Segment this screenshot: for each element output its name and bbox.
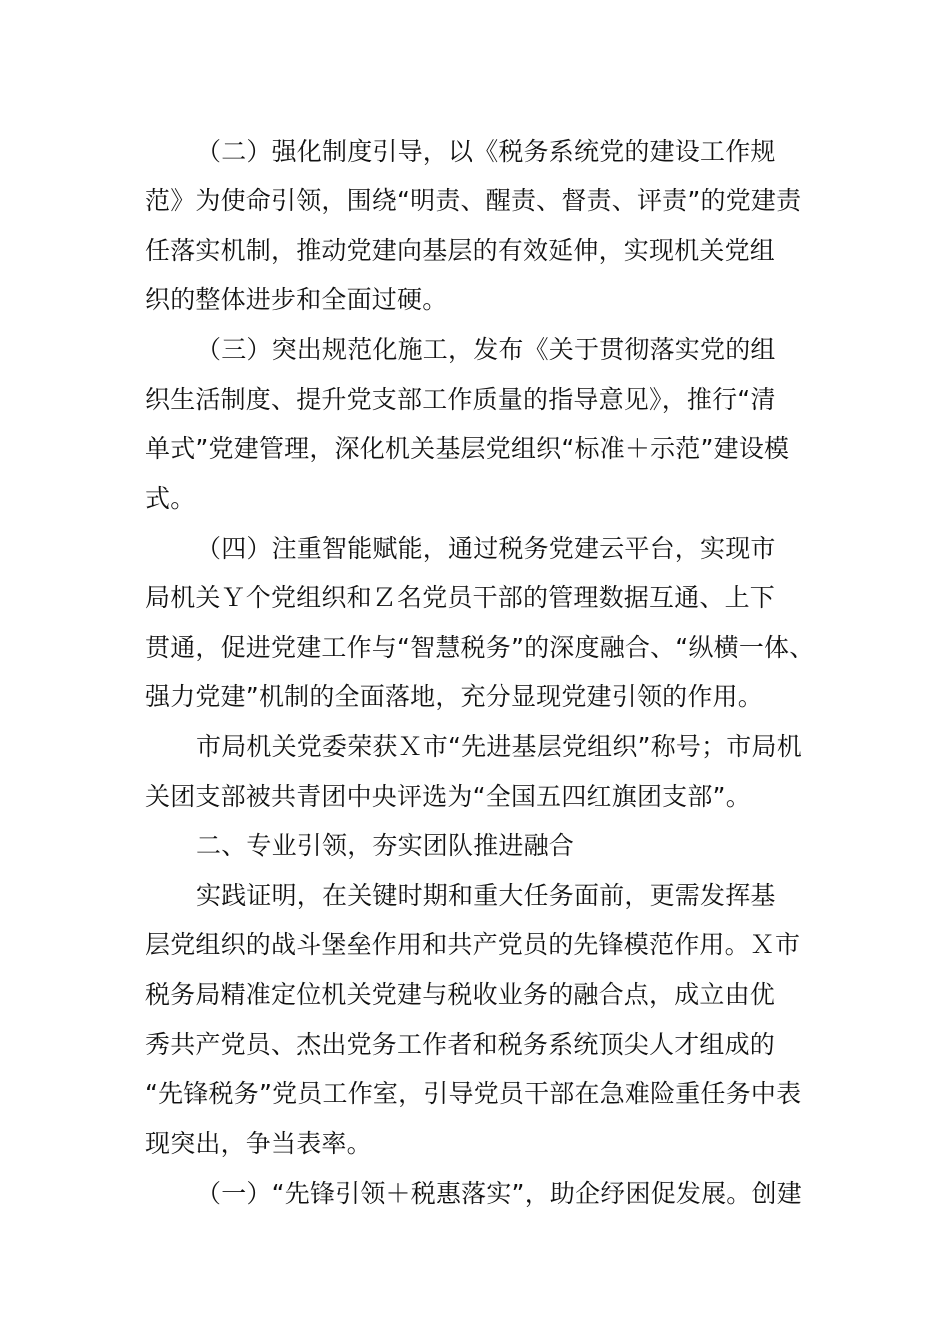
paragraph-line: （一）“先锋引领＋税惠落实”，助企纾困促发展。创建 xyxy=(196,1179,802,1208)
paragraph-line: 现突出，争当表率。 xyxy=(145,1129,372,1158)
paragraph-line: 任落实机制，推动党建向基层的有效延伸，实现机关党组 xyxy=(145,236,776,265)
section-heading: 二、专业引领，夯实团队推进融合 xyxy=(196,831,575,860)
paragraph-line: （三）突出规范化施工，发布《关于贯彻落实党的组 xyxy=(196,335,776,364)
paragraph-line: 关团支部被共青团中央评选为“全国五四红旗团支部”。 xyxy=(145,782,751,811)
paragraph-line: 单式”党建管理，深化机关基层党组织“标准＋示范”建设模 xyxy=(145,434,790,463)
paragraph-line: 织的整体进步和全面过硬。 xyxy=(145,285,448,314)
paragraph-line: 局机关Ｙ个党组织和Ｚ名党员干部的管理数据互通、上下 xyxy=(145,583,776,612)
paragraph-line: 织生活制度、提升党支部工作质量的指导意见》，推行“清 xyxy=(145,385,776,414)
paragraph-line: 贯通，促进党建工作与“智慧税务”的深度融合、“纵横一体、 xyxy=(145,633,815,662)
paragraph-line: 强力党建”机制的全面落地，充分显现党建引领的作用。 xyxy=(145,682,763,711)
paragraph-line: 范》为使命引领，围绕“明责、醒责、督责、评责”的党建责 xyxy=(145,186,802,215)
paragraph-line: 税务局精准定位机关党建与税收业务的融合点，成立由优 xyxy=(145,980,776,1009)
paragraph-line: 式。 xyxy=(145,484,196,513)
paragraph-line: 市局机关党委荣获Ｘ市“先进基层党组织”称号；市局机 xyxy=(196,732,802,761)
paragraph-line: 实践证明，在关键时期和重大任务面前，更需发挥基 xyxy=(196,881,776,910)
paragraph-line: 层党组织的战斗堡垒作用和共产党员的先锋模范作用。Ｘ市 xyxy=(145,930,801,959)
paragraph-line: （四）注重智能赋能，通过税务党建云平台，实现市 xyxy=(196,534,776,563)
paragraph-line: “先锋税务”党员工作室，引导党员干部在急难险重任务中表 xyxy=(145,1079,802,1108)
paragraph-line: 秀共产党员、杰出党务工作者和税务系统顶尖人才组成的 xyxy=(145,1030,776,1059)
paragraph-line: （二）强化制度引导，以《税务系统党的建设工作规 xyxy=(196,137,776,166)
